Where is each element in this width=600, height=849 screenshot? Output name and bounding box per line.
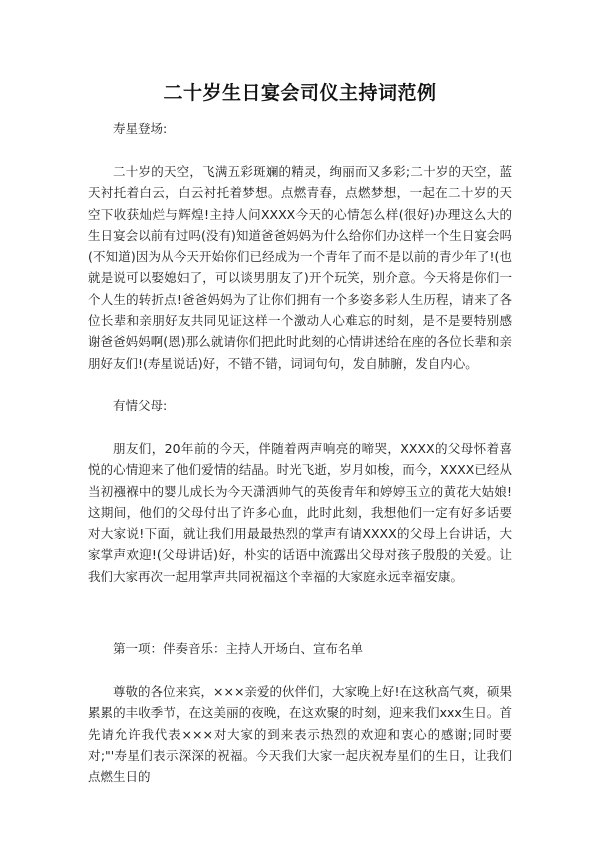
document-title: 二十岁生日宴会司仪主持词范例	[163, 82, 437, 104]
paragraph-birthday-star: 二十岁的天空，飞满五彩斑斓的精灵，绚丽而又多彩;二十岁的天空，蓝天衬托着白云，白云衬托着梦想。点燃青春，点燃梦想，一起在二十岁的天空下收获灿烂与辉煌!主持人问XXXX今天的心情怎么样(很好)办理这么大的生日宴会以前有过吗(没有)知道爸爸妈妈为什么给你们办这样一个生日宴会吗(不知道)因为从今天开始你们已经成为一个青年了而不是以前的青少年了!(也就是说可以娶媳妇了，可以谈男朋友了)开个玩笑，别介意。今天将是你们一个人生的转折点!爸爸妈妈为了让你们拥有一个多姿多彩人生历程，请来了各位长辈和亲朋好友共同见证这样一个激动人心难忘的时刻，是不是要特别感谢爸爸妈妈啊(恩)那么就请你们把此时此刻的心情讲述给在座的各位长辈和亲朋好友们!(寿星说话)好，不错不错，词词句句，发自肺腑，发自内心。	[88, 164, 512, 371]
spacer	[88, 587, 512, 639]
spacer	[88, 139, 512, 161]
section-label-birthday-star: 寿星登场:	[113, 121, 168, 136]
spacer	[88, 659, 512, 681]
spacer	[88, 374, 512, 396]
section-label-parents: 有情父母:	[113, 397, 168, 413]
section-label-item-one: 第一项：伴奏音乐：主持人开场白、宣布名单	[113, 641, 364, 657]
spacer	[88, 416, 512, 438]
paragraph-opening-remarks: 尊敬的各位来宾，×××亲爱的伙伴们，大家晚上好!在这秋高气爽，硕果累累的丰收季节，在这美丽的夜晚，在这欢聚的时刻，迎来我们xxx生日。首先请允许我代表×××对大家的到来表示热烈的欢迎和衷心的感谢;同时要对;"'寿星们表示深深的祝福。今天我们大家一起庆祝寿星们的生日，让我们点燃生日的	[88, 684, 512, 785]
paragraph-parents: 朋友们，20年前的今天，伴随着两声响亮的啼哭，XXXX的父母怀着喜悦的心情迎来了他们爱情的结晶。时光飞逝，岁月如梭，而今，XXXX已经从当初襁褓中的婴儿成长为今天潇洒帅气的英俊青年和婷婷玉立的黄花大姑娘!这期间，他们的父母付出了许多心血，此时此刻，我想他们一定有好多话要对大家说!下面，就让我们用最最热烈的掌声有请XXXX的父母上台讲话，大家掌声欢迎!(父母讲话)好，朴实的话语中流露出父母对孩子殷殷的关爱。让我们大家再次一起用掌声共同祝福这个幸福的大家庭永远幸福安康。	[88, 440, 512, 584]
